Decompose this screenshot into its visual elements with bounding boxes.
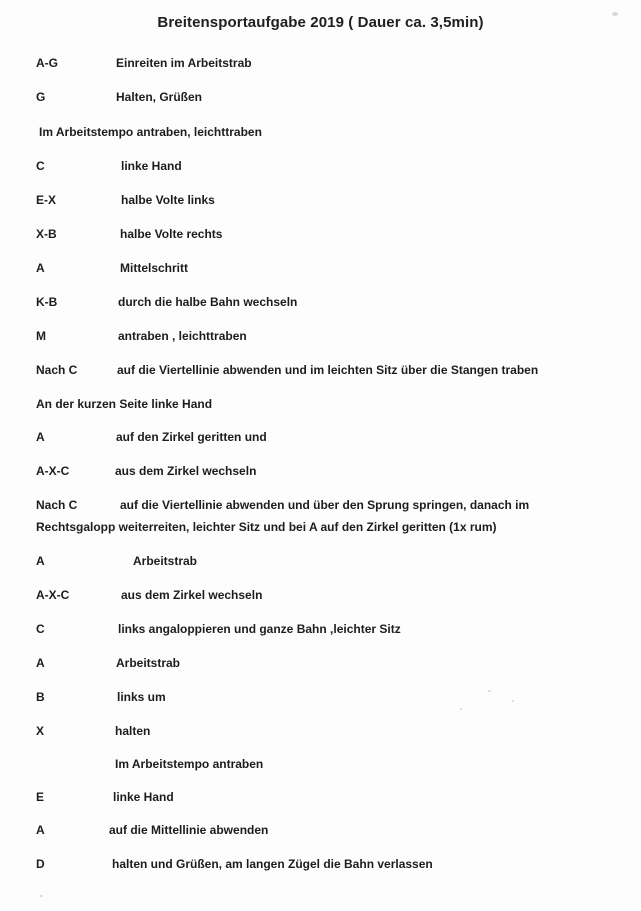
instruction-text: Einreiten im Arbeitstrab (116, 56, 252, 70)
arena-letter: X (36, 724, 45, 738)
arena-letter: G (36, 90, 46, 104)
arena-letter: A-G (36, 56, 58, 70)
instruction-text: halbe Volte links (121, 193, 215, 207)
instruction-line: Im Arbeitstempo antraben, leichttraben (39, 125, 262, 139)
instruction-text: linke Hand (113, 790, 174, 804)
instruction-text: auf die Viertellinie abwenden und im leichten Sitz über die Stangen traben (117, 363, 539, 377)
instruction-text: halbe Volte rechts (120, 227, 223, 241)
instruction-text: Arbeitstrab (116, 656, 181, 670)
instruction-text: auf die Viertellinie abwenden und über den Sprung springen, danach im (120, 498, 530, 512)
instruction-text: Halten, Grüßen (116, 90, 203, 104)
arena-letter: C (36, 159, 45, 173)
instruction-text: Mittelschritt (120, 261, 189, 275)
instruction-text: auf die Mittellinie abwenden (109, 823, 269, 837)
arena-letter: E (36, 790, 45, 804)
arena-letter: Nach C (36, 363, 78, 377)
arena-letter: A (36, 554, 45, 568)
instruction-text: antraben , leichttraben (118, 329, 247, 343)
instruction-text: halten und Grüßen, am langen Zügel die Bahn verlassen (112, 857, 433, 871)
arena-letter: A (36, 656, 45, 670)
scan-speck (488, 690, 491, 692)
instruction-text: Arbeitstrab (133, 554, 198, 568)
instruction-text: links angaloppieren und ganze Bahn ,leichter Sitz (118, 622, 401, 636)
page-title: Breitensportaufgabe 2019 ( Dauer ca. 3,5min) (157, 14, 484, 31)
arena-letter: M (36, 329, 46, 343)
scan-speck (512, 700, 514, 702)
arena-letter: A-X-C (36, 588, 70, 602)
arena-letter: D (36, 857, 45, 871)
arena-letter: X-B (36, 227, 57, 241)
instruction-text: halten (115, 724, 151, 738)
scan-speck (612, 12, 618, 16)
instruction-text: aus dem Zirkel wechseln (115, 464, 257, 478)
arena-letter: B (36, 690, 45, 704)
arena-letter: A-X-C (36, 464, 70, 478)
instruction-line: An der kurzen Seite linke Hand (36, 397, 213, 411)
arena-letter: A (36, 261, 45, 275)
scan-speck (40, 895, 43, 897)
instruction-line: Im Arbeitstempo antraben (115, 757, 264, 771)
arena-letter: E-X (36, 193, 57, 207)
arena-letter: Nach C (36, 498, 78, 512)
scan-speck (460, 708, 462, 710)
arena-letter: K-B (36, 295, 58, 309)
arena-letter: C (36, 622, 45, 636)
instruction-text: links um (117, 690, 166, 704)
instruction-text: linke Hand (121, 159, 182, 173)
instruction-text: aus dem Zirkel wechseln (121, 588, 263, 602)
instruction-text: auf den Zirkel geritten und (116, 430, 267, 444)
arena-letter: A (36, 823, 45, 837)
arena-letter: A (36, 430, 45, 444)
instruction-text: durch die halbe Bahn wechseln (118, 295, 298, 309)
instruction-line: Rechtsgalopp weiterreiten, leichter Sitz und bei A auf den Zirkel geritten (1x rum) (36, 520, 497, 534)
